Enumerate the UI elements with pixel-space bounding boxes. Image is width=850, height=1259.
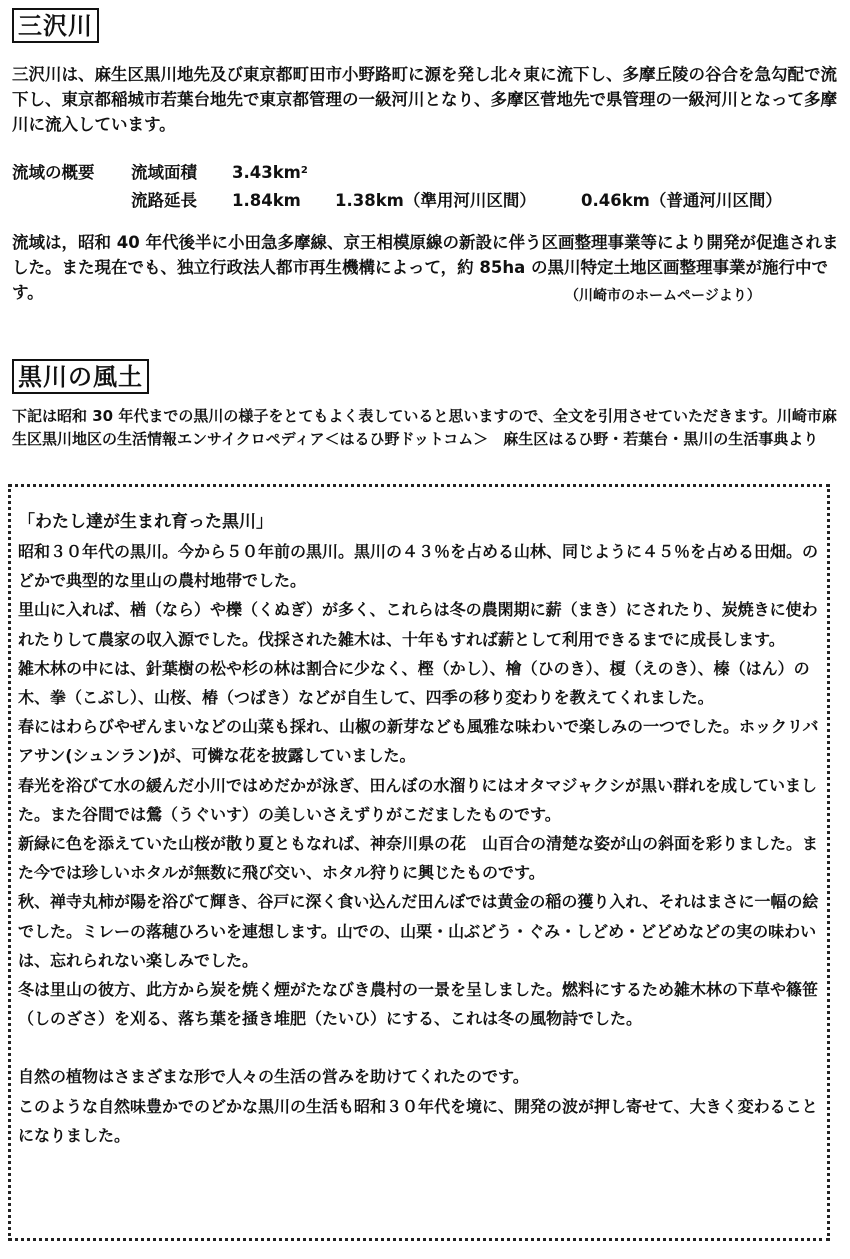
basin-overview-row bbox=[12, 160, 308, 185]
quote-paragraph: 冬は里山の彼方、此方から炭を焼く煙がたなびき農村の一景を呈しました。燃料にするため雑木林の下草や篠笹（しのざさ）を刈る、落ち葉を掻き堆肥（たいひ）にする、これは冬の風物詩でした。 bbox=[18, 980, 819, 1029]
basin-area-value bbox=[232, 160, 308, 185]
basin-overview-label: 流域の概要 bbox=[12, 163, 95, 182]
basin-area-exponent: 2 bbox=[300, 165, 308, 176]
kurokawa-intro: 下記は昭和 30 年代までの黒川の様子をとてもよく表していると思いますので、全文を引用させていただきます。川崎市麻生区黒川地区の生活情報エンサイクロペディア＜はるひ野ドットコム＞ 麻生区はるひ野・若葉台・黒川の生活事典より bbox=[12, 407, 837, 448]
section-heading-kurokawa-climate: 黒川の風土 bbox=[12, 359, 149, 394]
quote-paragraph: 里山に入れば、楢（なら）や櫟（くぬぎ）が多く、これらは冬の農閑期に薪（まき）にされたり、炭焼きに使われたりして農家の収入源でした。伐採された雑木は、十年もすれば薪として利用できるまでに成長します。 bbox=[18, 600, 818, 649]
quote-paragraph: 新緑に色を添えていた山桜が散り夏ともなれば、神奈川県の花 山百合の清楚な姿が山の斜面を彩りました。また今では珍しいホタルが無数に飛び交い、ホタル狩りに興じたものです。 bbox=[18, 834, 819, 883]
quote-closing-paragraph: 自然の植物はさまざまな形で人々の生活の営みを助けてくれたのです。 bbox=[18, 1067, 529, 1087]
basin-area-label: 流域面積 bbox=[131, 163, 197, 182]
quote-paragraph: 秋、禅寺丸柿が陽を浴びて輝き、谷戸に深く食い込んだ田んぼでは黄金の稲の獲り入れ、それはまさに一幅の絵でした。ミレーの落穂ひろいを連想します。山での、山栗・山ぶどう・ぐみ・しどめ・どどめなどの実の味わいは、忘れられない楽しみでした。 bbox=[18, 892, 819, 970]
quote-paragraph: 雑木林の中には、針葉樹の松や杉の林は割合に少なく、樫（かし）、檜（ひのき）、榎（えのき）、榛（はん）の木、拳（こぶし）、山桜、椿（つばき）などが自生して、四季の移り変わりを教えてくれました。 bbox=[18, 658, 810, 708]
quote-body bbox=[18, 537, 830, 1150]
basin-development-text: 流域は，昭和 40 年代後半に小田急多摩線、京王相模原線の新設に伴う区画整理事業等により開発が促進されました。また現在でも、独立行政法人都市再生機構によって，約 85ha の黒川特定土地区画整理事業が施行中です。 bbox=[12, 233, 839, 302]
channel-length-label: 流路延長 bbox=[131, 191, 197, 210]
section-heading-misawa-river: 三沢川 bbox=[12, 8, 99, 43]
source-citation: （川崎市のホームページより） bbox=[565, 288, 761, 304]
channel-length-row bbox=[131, 188, 782, 213]
quote-paragraph: 昭和３０年代の黒川。今から５０年前の黒川。黒川の４３％を占める山林、同じように４５％を占める田畑。のどかで典型的な里山の農村地帯でした。 bbox=[18, 542, 819, 591]
normal-river-length: 0.46km（普通河川区間） bbox=[581, 191, 782, 210]
basin-area-number: 3.43km bbox=[232, 163, 301, 182]
misawa-river-intro: 三沢川は、麻生区黒川地先及び東京都町田市小野路町に源を発し北々東に流下し、多摩丘陵の谷合を急勾配で流下し、東京都稲城市若葉台地先で東京都管理の一級河川となり、多摩区菅地先で県管理の一級河川となって多摩川に流入しています。 bbox=[12, 65, 837, 134]
quote-paragraph: 春にはわらびやぜんまいなどの山菜も採れ、山椒の新芽なども風雅な味わいで楽しみの一つでした。ホックリバアサン(シュンラン)が、可憐な花を披露していました。 bbox=[18, 717, 819, 766]
quasi-river-length: 1.38km（準用河川区間） bbox=[335, 191, 536, 210]
channel-length-value: 1.84km bbox=[232, 191, 301, 210]
quote-paragraph: 春光を浴びて水の緩んだ小川ではめだかが泳ぎ、田んぼの水溜りにはオタマジャクシが黒い群れを成していました。また谷間では鶯（うぐいす）の美しいさえずりがこだましたものです。 bbox=[18, 775, 818, 824]
paragraph-spacer bbox=[18, 1033, 830, 1062]
quote-title: 「わたし達が生まれ育った黒川」 bbox=[18, 512, 273, 532]
quote-closing-paragraph: このような自然味豊かでのどかな黒川の生活も昭和３０年代を境に、開発の波が押し寄せて、大きく変わることになりました。 bbox=[18, 1096, 818, 1145]
